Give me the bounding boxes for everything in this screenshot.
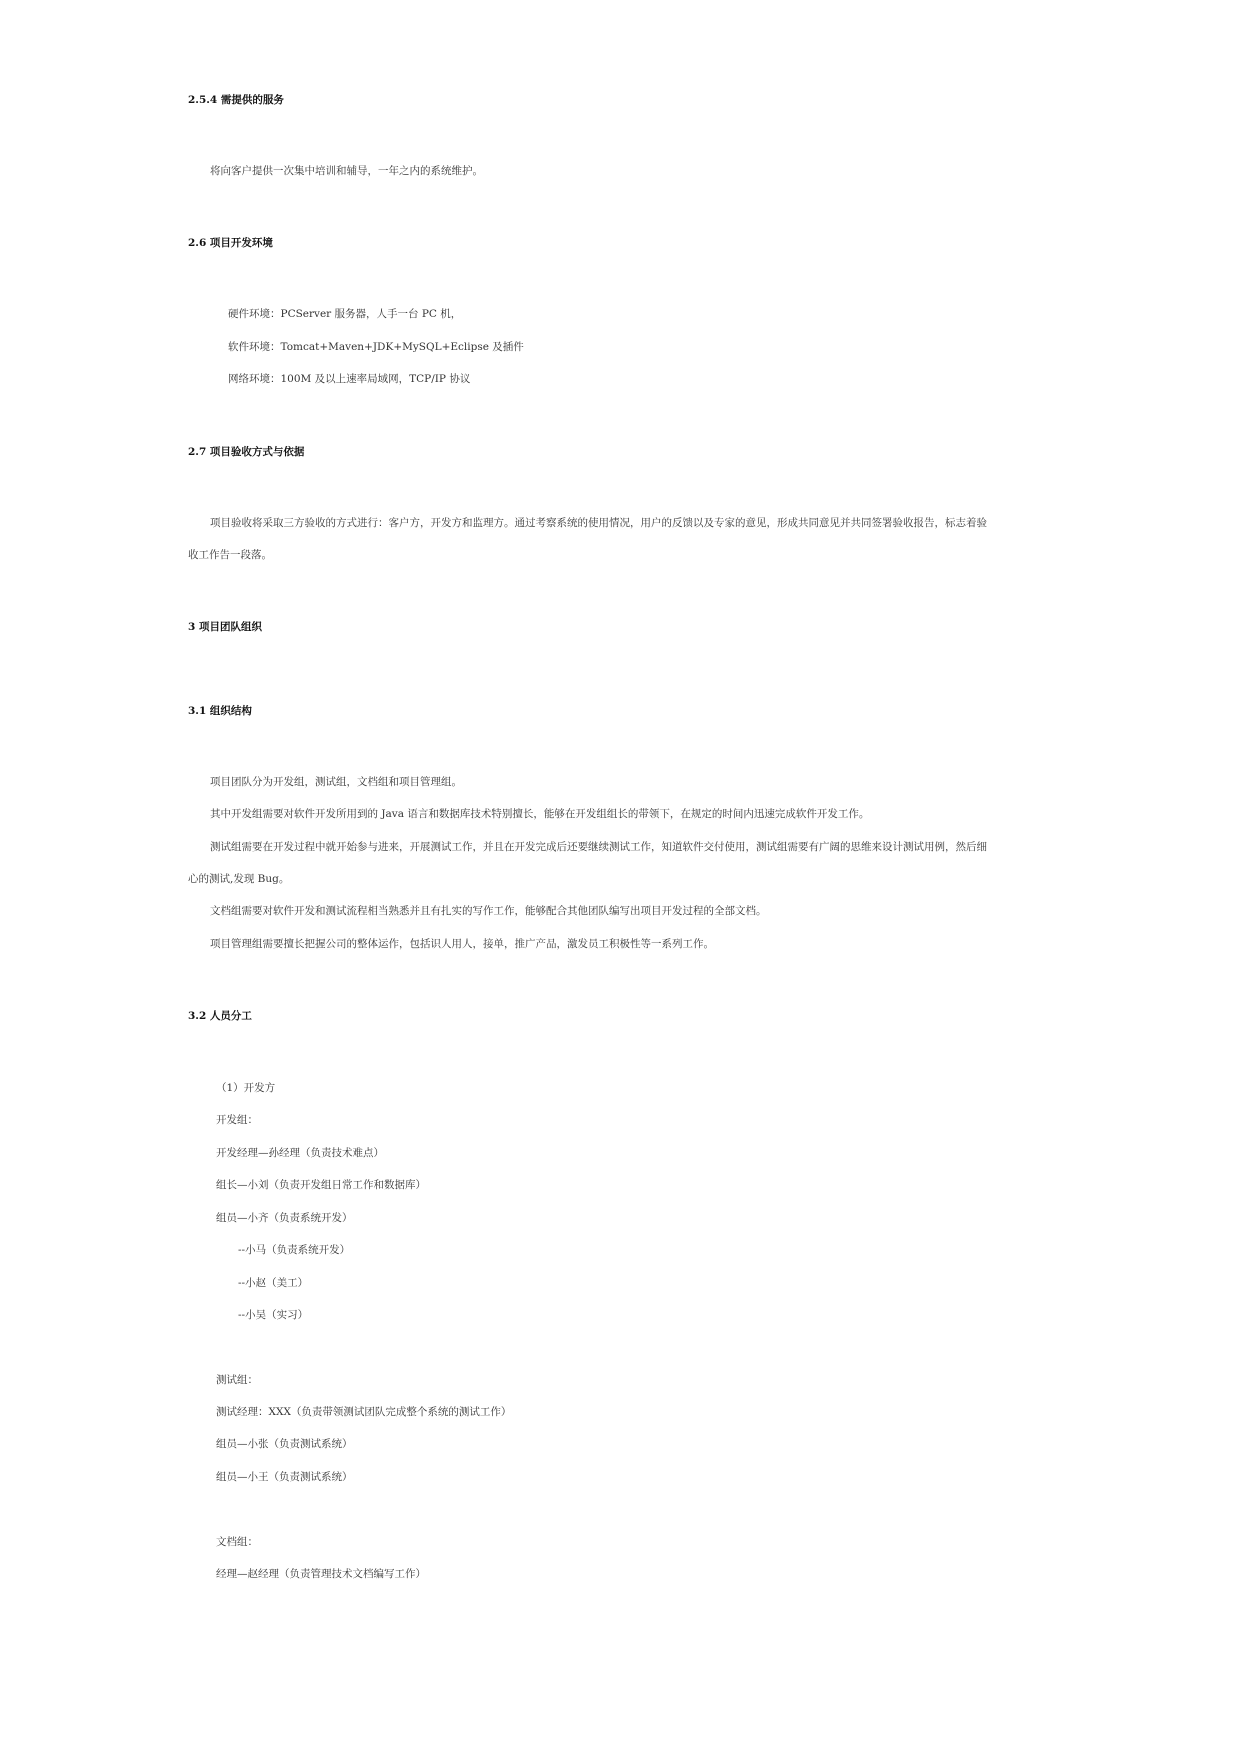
doc-manager: 经理—赵经理（负责管理技术文档编写工作） [216,1568,426,1580]
org-paragraph-2: 其中开发组需要对软件开发所用到的 Java 语言和数据库技术特别擅长，能够在开发组组长的带领下，在规定的时间内迅速完成软件开发工作。 [210,808,870,820]
network-environment: 网络环境：100M 及以上速率局域网，TCP/IP 协议 [228,373,471,385]
dev-leader: 组长—小刘（负责开发组日常工作和数据库） [216,1179,426,1191]
doc-group-label: 文档组： [216,1536,258,1548]
org-paragraph-5: 项目管理组需要擅长把握公司的整体运作，包括识人用人，接单，推广产品，激发员工积极性等一系列工作。 [210,938,714,950]
heading-3: 3 项目团队组织 [188,621,262,633]
paragraph-services: 将向客户提供一次集中培训和辅导，一年之内的系统维护。 [210,165,483,177]
org-paragraph-1: 项目团队分为开发组，测试组，文档组和项目管理组。 [210,776,462,788]
test-group-label: 测试组： [216,1374,258,1386]
org-paragraph-3-line1: 测试组需要在开发过程中就开始参与进来，开展测试工作，并且在开发完成后还要继续测试工作，知道软件交付使用，测试组需要有广阔的思维来设计测试用例，然后细 [210,841,987,853]
org-paragraph-4: 文档组需要对软件开发和测试流程相当熟悉并且有扎实的写作工作，能够配合其他团队编写出项目开发过程的全部文档。 [210,905,767,917]
dev-group-label: 开发组： [216,1114,258,1126]
heading-2-5-4: 2.5.4 需提供的服务 [188,94,284,106]
acceptance-paragraph-line1: 项目验收将采取三方验收的方式进行：客户方，开发方和监理方。通过考察系统的使用情况，用户的反馈以及专家的意见，形成共同意见并共同签署验收报告，标志着验 [210,517,987,529]
dev-manager: 开发经理—孙经理（负责技术难点） [216,1147,384,1159]
heading-2-6: 2.6 项目开发环境 [188,237,273,249]
test-member-1: 组员—小张（负责测试系统） [216,1438,353,1450]
org-paragraph-3-line2: 心的测试,发现 Bug。 [188,873,290,885]
dev-member-4: --小吴（实习） [238,1309,309,1321]
hardware-environment: 硬件环境：PCServer 服务器，人手一台 PC 机， [228,308,462,320]
heading-3-1: 3.1 组织结构 [188,705,252,717]
dev-member-1: 组员—小齐（负责系统开发） [216,1212,353,1224]
test-manager: 测试经理：XXX（负责带领测试团队完成整个系统的测试工作） [216,1406,512,1418]
party-developer: （1）开发方 [216,1082,276,1094]
dev-member-3: --小赵（美工） [238,1277,309,1289]
software-environment: 软件环境：Tomcat+Maven+JDK+MySQL+Eclipse 及插件 [228,341,524,353]
test-member-2: 组员—小王（负责测试系统） [216,1471,353,1483]
acceptance-paragraph-line2: 收工作告一段落。 [188,549,272,561]
heading-3-2: 3.2 人员分工 [188,1010,252,1022]
dev-member-2: --小马（负责系统开发） [238,1244,351,1256]
heading-2-7: 2.7 项目验收方式与依据 [188,446,305,458]
